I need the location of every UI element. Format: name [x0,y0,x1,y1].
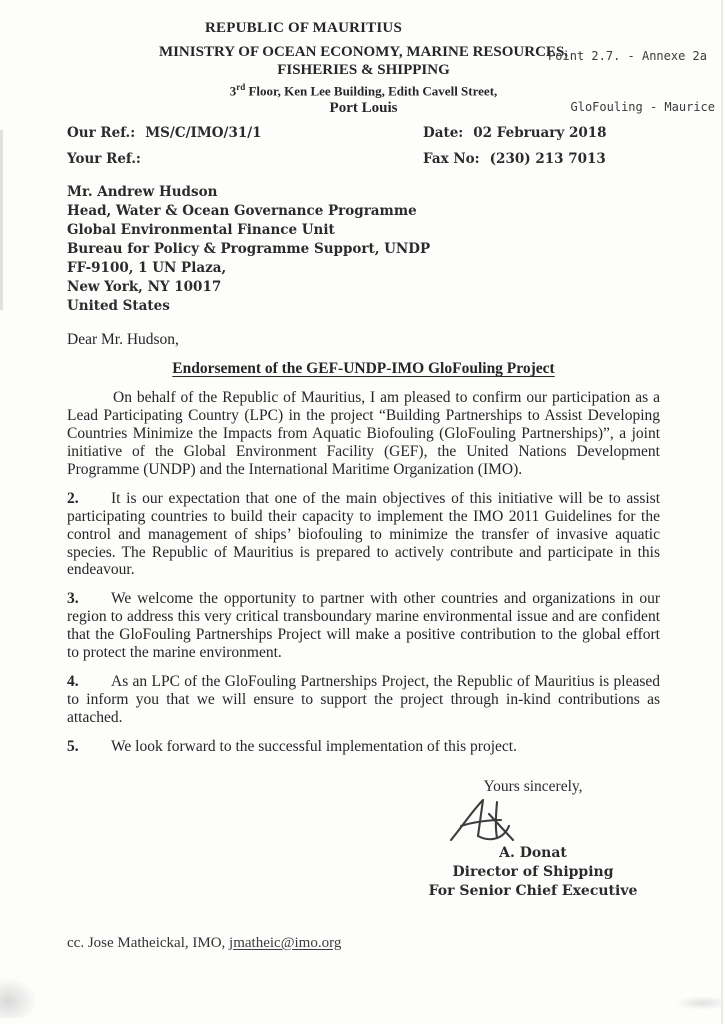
handwritten-signature [445,796,537,844]
cc-email: jmatheic@imo.org [229,934,342,951]
our-ref-value: MS/C/IMO/31/1 [145,125,262,142]
your-ref-row [67,151,423,168]
recipient-line: Bureau for Policy & Programme Support, UNDP [67,241,431,258]
ministry-line-1: MINISTRY OF OCEAN ECONOMY, MARINE RESOURCES, [158,44,569,60]
fax-row [423,151,660,168]
recipient-line: Mr. Andrew Hudson [67,184,218,201]
scan-artifact-right [721,0,723,1024]
paragraph-text: We look forward to the successful implementation of this project. [111,737,517,755]
date-value: 02 February 2018 [473,125,607,142]
corner-annotation [548,14,715,150]
recipient-line: United States [67,298,170,315]
paragraph-4 [67,673,660,727]
paragraph-text: As an LPC of the GloFouling Partnerships Project, the Republic of Mauritius is pleased to inform you that we will ensure to support the project through in-kind contributions as attached. [67,673,660,726]
your-ref-label: Your Ref.: [67,151,141,168]
paragraph-number: 5. [67,737,79,755]
paragraph-number: 4. [67,673,79,691]
signatory-title-1: Director of Shipping [452,863,614,880]
recipient-line: Global Environmental Finance Unit [67,222,335,239]
valediction: Yours sincerely, [483,777,583,795]
annotation-line-2: GloFouling - Maurice [570,100,715,114]
subject-line: Endorsement of the GEF-UNDP-IMO GloFouling Project [172,360,555,378]
closing-block [414,778,652,901]
ministry-line-2: FISHERIES & SHIPPING [277,62,450,78]
our-ref-row [67,125,423,142]
signatory-title-2: For Senior Chief Executive [428,882,638,899]
letterhead-address: 3rd Floor, Ken Lee Building, Edith Cavell Street, [229,82,498,99]
ref-column-left [67,125,423,177]
scan-smudge-bottom-right [675,996,721,1010]
scan-artifact-left [0,130,3,310]
recipient-line: New York, NY 10017 [67,279,222,296]
letterhead-city: Port Louis [329,100,398,117]
cc-text: cc. Jose Matheickal, IMO, [67,934,230,951]
paragraph-5 [67,738,660,756]
cc-line [67,935,660,952]
paragraph-text: It is our expectation that one of the main objectives of this initiative will be to assist participating countries to build their capacity to implement the IMO 2011 Guidelines for the control and management of ships’ biofouling to minimize the transfer of invasive aquatic species. The Republic of Mauritius is prepared to actively contribute and participate in this endeavour. [67,489,660,579]
salutation: Dear Mr. Hudson, [67,331,179,349]
annotation-line-1: Point 2.7. - Annexe 2a [548,49,707,63]
signatory-name: A. Donat [499,844,567,861]
fax-value: (230) 213 7013 [489,151,606,168]
paragraph-1 [67,389,660,479]
paragraph-2 [67,490,660,580]
date-label: Date: [423,125,464,142]
paragraph-number: 2. [67,489,79,507]
paragraph-text: On behalf of the Republic of Mauritius, I am pleased to confirm our participation as a Lead Participating Country (LPC) in the project “Building Partnerships to Assist Developing Countries Minimize the Impacts from Aquatic Biofouling (GloFouling Partnerships)”, a joint initiative of the Global Environment Facility (GEF), the United Nations Development Programme (UNDP) and the International Maritime Organization (IMO). [67,389,660,478]
our-ref-label: Our Ref.: [67,125,136,142]
paragraph-number: 3. [67,590,79,608]
recipient-line: Head, Water & Ocean Governance Programme [67,203,417,220]
recipient-line: FF-9100, 1 UN Plaza, [67,260,227,277]
country-title: REPUBLIC OF MAURITIUS [205,20,402,36]
paragraph-3 [67,590,660,662]
scan-smudge-bottom-left [0,976,40,1018]
recipient-address [67,183,660,316]
paragraph-text: We welcome the opportunity to partner with other countries and organizations in our region to address this very critical transboundary marine environmental issue and are confident that the GloFouling Partnerships Project will make a positive contribution to the global effort to protect the marine environment. [67,590,660,662]
fax-label: Fax No: [423,151,480,168]
